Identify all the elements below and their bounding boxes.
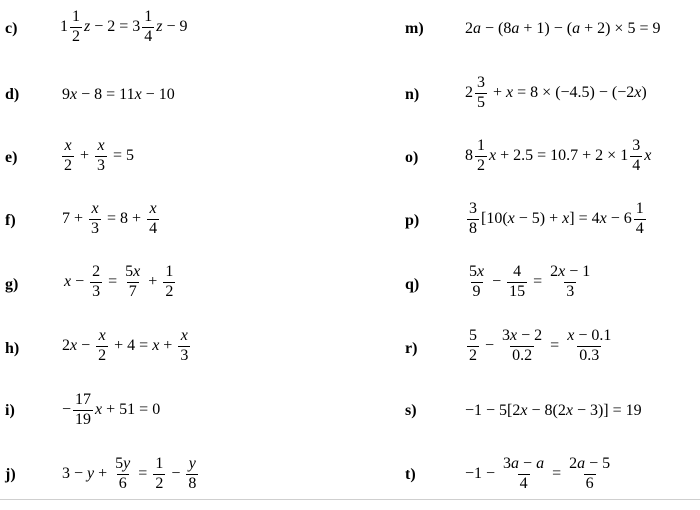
problem-label-f: f) xyxy=(5,212,16,229)
equation-c: 1 $\frac{1}{2}$ z − 2 = 3 $\frac{1}{4}$ z − 9 xyxy=(60,7,188,45)
bottom-divider xyxy=(0,499,700,500)
equation-s: −1 − 5[2 x − 8(2 x − 3)] = 19 xyxy=(465,402,642,419)
equation-n: 2 $\frac{3}{5}$ + x = 8 × (−4.5) − (−2 x ) xyxy=(465,73,647,111)
equation-e: $\frac{x}{2}$ + $\frac{x}{3}$ = 5 xyxy=(64,136,135,174)
equation-t: −1 − $\frac{3a - a}{4}$ = $\frac{2a - 5}{6}$ xyxy=(465,454,611,492)
problem-label-j: j) xyxy=(5,466,16,483)
equation-d: 9 x − 8 = 11 x − 10 xyxy=(62,86,175,103)
problem-label-e: e) xyxy=(5,149,18,166)
equation-o: 8 $\frac{1}{2}$ x + 2.5 = 10.7 + 2 × 1 $\frac{3}{4}$ x xyxy=(465,136,652,174)
problem-label-p: p) xyxy=(405,212,420,229)
equation-q: $\frac{5x}{9}$ − $\frac{4}{15}$ = $\frac{2x - 1}{3}$ xyxy=(469,262,591,300)
equation-p: $\frac{3}{8}$ [10( x − 5) + x ] = 4 x − 6 $\frac{1}{4}$ xyxy=(469,199,644,237)
problem-label-d: d) xyxy=(5,86,20,103)
problem-label-q: q) xyxy=(405,276,420,293)
problem-label-n: n) xyxy=(405,86,420,103)
problem-label-r: r) xyxy=(405,340,418,357)
equation-i: − $\frac{17}{19}$ x + 51 = 0 xyxy=(62,390,161,428)
problem-label-g: g) xyxy=(5,276,19,293)
problem-label-c: c) xyxy=(5,20,18,37)
equation-f: 7 + $\frac{x}{3}$ = 8 + $\frac{x}{4}$ xyxy=(62,199,158,237)
equation-m: 2 a − (8 a + 1) − ( a + 2) × 5 = 9 xyxy=(465,20,661,37)
problem-label-o: o) xyxy=(405,149,419,166)
equation-r: $\frac{5}{2}$ − $\frac{3x - 2}{0.2}$ = $\frac{x - 0.1}{0.3}$ xyxy=(469,326,612,364)
problem-label-s: s) xyxy=(405,402,417,419)
equation-j: 3 − y + $\frac{5y}{6}$ = $\frac{1}{2}$ − $\frac{y}{8}$ xyxy=(62,454,197,492)
problem-label-t: t) xyxy=(405,466,416,483)
problem-label-i: i) xyxy=(5,402,15,419)
problem-label-m: m) xyxy=(405,20,424,37)
problem-label-h: h) xyxy=(5,340,20,357)
equation-h: 2 x − $\frac{x}{2}$ + 4 = x + $\frac{x}{3}$ xyxy=(62,326,189,364)
equation-g: x − $\frac{2}{3}$ = $\frac{5x}{7}$ + $\frac{1}{2}$ xyxy=(64,262,174,300)
